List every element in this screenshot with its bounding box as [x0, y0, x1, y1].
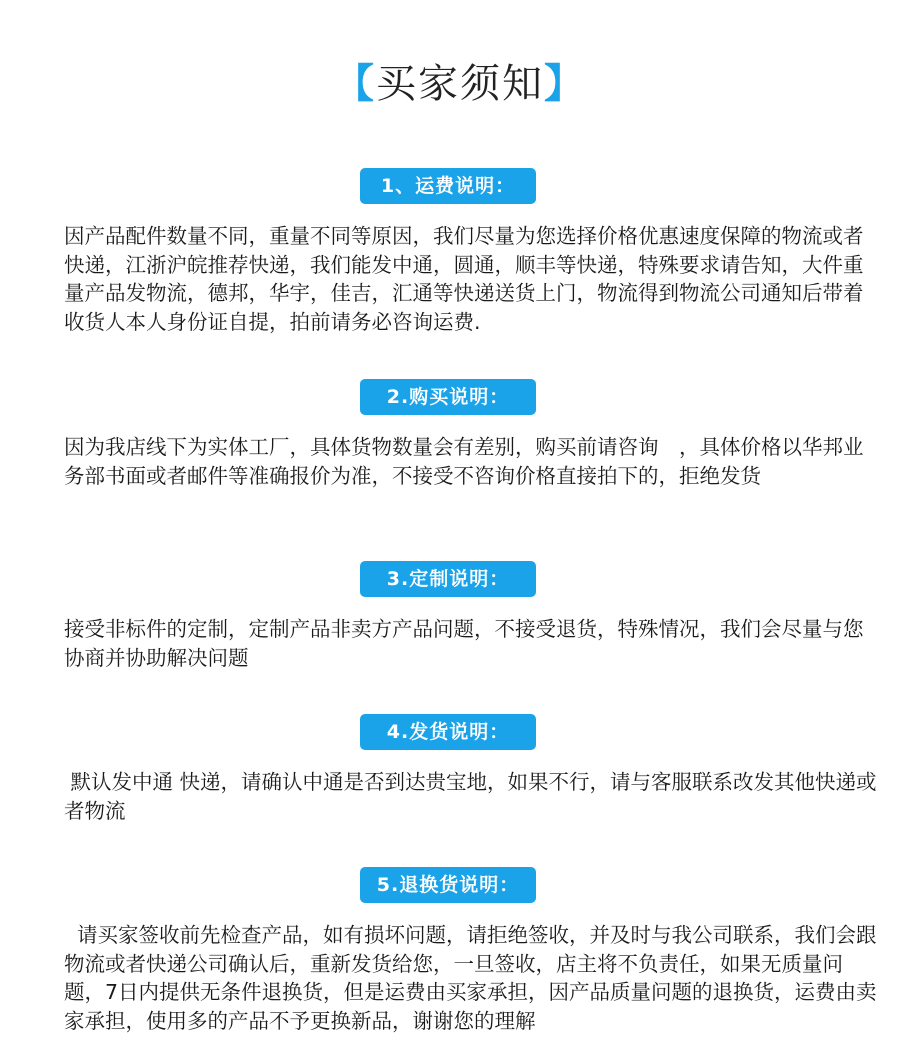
title-open-bracket: 【: [334, 61, 376, 107]
section-heading-purchase: 2.购买说明：: [360, 379, 536, 415]
section-heading-delivery: 4.发货说明：: [360, 714, 536, 750]
section-heading-shipping-fee: 1、运费说明：: [360, 168, 536, 204]
section-body-returns: 请买家签收前先检查产品，如有损坏问题，请拒绝签收，并及时与我公司联系，我们会跟物流或者快递公司确认后，重新发货给您，一旦签收，店主将不负责任，如果无质量问题，7日内提供无条件退换货，但是运费由买家承担，因产品质量问题的退换货，运费由卖家承担，使用多的产品不予更换新品，谢谢您的理解: [64, 923, 877, 1033]
title-close-bracket: 】: [544, 61, 586, 107]
section-body-shipping-fee: 因产品配件数量不同，重量不同等原因，我们尽量为您选择价格优惠速度保障的物流或者快递，江浙沪皖推荐快递，我们能发中通，圆通，顺丰等快递，特殊要求请告知，大件重量产品发物流，德邦，华宇，佳吉，汇通等快递送货上门，物流得到物流公司通知后带着收货人本人身份证自提，拍前请务必咨询运费.: [64, 224, 864, 334]
section-body-delivery: 默认发中通 快递，请确认中通是否到达贵宝地，如果不行，请与客服联系改发其他快递或者物流: [64, 770, 877, 823]
page-title: [0, 56, 920, 112]
section-body-customization: 接受非标件的定制，定制产品非卖方产品问题，不接受退货，特殊情况，我们会尽量与您协商并协助解决问题: [64, 617, 864, 670]
section-heading-customization: 3.定制说明：: [360, 561, 536, 597]
section-body-purchase: 因为我店线下为实体工厂，具体货物数量会有差别，购买前请咨询 ，具体价格以华邦业务部书面或者邮件等准确报价为准，不接受不咨询价格直接拍下的，拒绝发货: [64, 435, 864, 488]
title-text: 买家须知: [376, 61, 544, 107]
section-heading-returns: 5.退换货说明：: [360, 867, 536, 903]
